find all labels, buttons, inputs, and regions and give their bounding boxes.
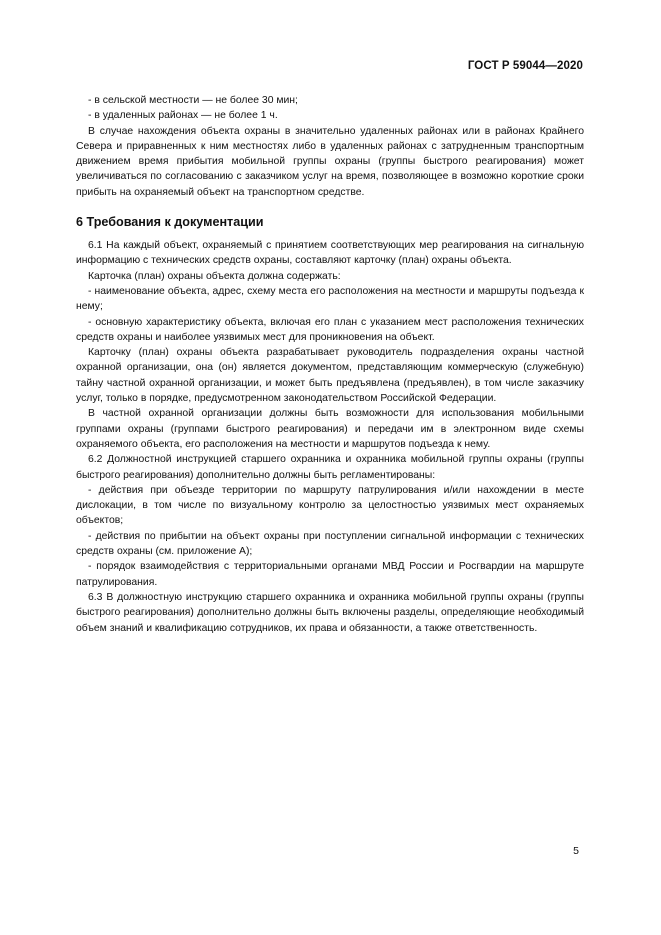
paragraph-card-contents: Карточка (план) охраны объекта должна содержать:	[88, 270, 341, 282]
intro-line-rural: - в сельской местности — не более 30 мин;	[88, 95, 298, 106]
list-item-interaction: - порядок взаимодействия с территориальными органами МВД России и Росгвардии на маршруте патрулирования.	[76, 561, 584, 588]
intro-paragraph-far-north: В случае нахождения объекта охраны в значительно удаленных районах или в районах Крайнего Севера и приравненных к ним местностях либо в удаленных районах с затрудненным транспортным движением время прибытия мобильной группы охраны (группы быстрого реагирования) может увеличиваться по согласованию с заказчиком услуг на время, позволяющее в возможно короткие сроки прибыть на охраняемый объект на транспортном средстве.	[76, 125, 584, 198]
list-item-arrival-actions: - действия по прибытии на объект охраны при поступлении сигнальной информации с технических средств охраны (см. приложение А);	[76, 530, 584, 558]
list-item-patrol-actions: - действия при объезде территории по маршруту патрулирования и/или нахождении в месте дислокации, в том числе по визуальному контролю за целостностью уязвимых мест охраняемых объектов;	[76, 484, 584, 527]
document-code: ГОСТ Р 59044—2020	[467, 60, 583, 72]
intro-line-remote: - в удаленных районах — не более 1 ч.	[88, 110, 278, 122]
list-item-name-address: - наименование объекта, адрес, схему места его расположения на местности и маршруты подъезда к нему;	[76, 285, 584, 313]
section-heading: 6 Требования к документации	[76, 215, 264, 230]
page-number: 5	[573, 845, 579, 857]
document-body	[76, 93, 584, 636]
paragraph-card-author: Карточку (план) охраны объекта разрабатывает руководитель подразделения охраны частной охранной организации, она (он) является документом, представляющим коммерческую (служебную) тайну частной охранной организации, и может быть предъявлена (предъявлен), в том числе заказчику услуг, только в порядке, предусмотренном законодательством Российской Федерации.	[76, 347, 584, 405]
paragraph-6-1: 6.1 На каждый объект, охраняемый с принятием соответствующих мер реагирования на сигнальную информацию с технических средств охраны, составляют карточку (план) охраны объекта.	[76, 240, 584, 267]
paragraph-6-3: 6.3 В должностную инструкцию старшего охранника и охранника мобильной группы охраны (группы быстрого реагирования) дополнительно должны быть включены разделы, определяющие необходимый объем знаний и квалификацию сотрудников, их права и обязанности, а также ответственность.	[76, 591, 584, 634]
paragraph-electronic-schemes: В частной охранной организации должны быть возможности для использования мобильными группами охраны (группами быстрого реагирования) и передачи им в электронном виде схемы охраняемого объекта, его расположения на местности и маршрутов подъезда к нему.	[76, 408, 584, 450]
list-item-characteristics: - основную характеристику объекта, включая его план с указанием мест расположения технических средств охраны и наиболее уязвимых мест для проникновения на объект.	[76, 316, 584, 343]
paragraph-6-2: 6.2 Должностной инструкцией старшего охранника и охранника мобильной группы охраны (группы быстрого реагирования) дополнительно должны быть регламентированы:	[76, 454, 584, 481]
